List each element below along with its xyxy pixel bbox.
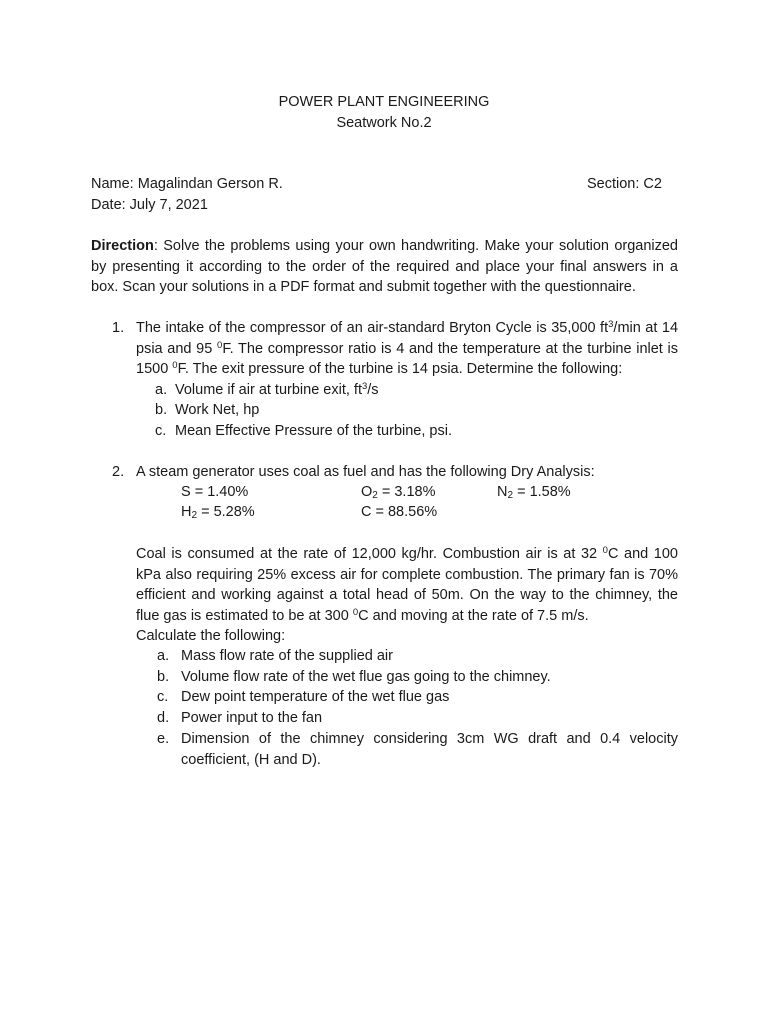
document-subtitle: Seatwork No.2 <box>336 115 432 131</box>
problem-2-calc-label: Calculate the following: <box>136 628 286 644</box>
problem-2-item-text: Volume flow rate of the wet flue gas going to the chimney. <box>181 669 551 685</box>
student-name: Name: Magalindan Gerson R. <box>91 176 283 192</box>
analysis-hydrogen: $H_2 = 5.28\%$ <box>181 504 255 521</box>
problem-1-number: 1. <box>112 320 125 336</box>
problem-2-number: 2. <box>112 464 125 480</box>
analysis-oxygen: $O_2 = 3.18\%$ <box>361 484 436 501</box>
problem-1-item-letter: b. <box>155 402 168 418</box>
problem-2-item-letter: c. <box>157 689 169 705</box>
direction-label: Direction <box>91 238 154 254</box>
analysis-sulfur: S = 1.40% <box>181 484 249 500</box>
student-section: Section: C2 <box>587 176 662 192</box>
problem-2-item-letter: b. <box>157 669 170 685</box>
analysis-nitrogen: $N_2 = 1.58\%$ <box>497 484 571 501</box>
analysis-carbon: C = 88.56% <box>361 504 438 520</box>
problem-2-intro: A steam generator uses coal as fuel and has the following Dry Analysis: <box>136 464 595 480</box>
direction-paragraph <box>91 236 678 298</box>
document-date: Date: July 7, 2021 <box>91 197 208 213</box>
problem-1-item-letter: c. <box>155 423 167 439</box>
problem-1-text: The intake of the compressor of an air-standard Bryton Cycle is 35,000 $ft^3/\min$ at 14 psia and 95 $^0$F. The compressor ratio is 4 and the temperature at the turbine inlet is 1500 $^0$F. The exit pressure of the turbine is 14 psia. Determine the following: <box>136 319 679 377</box>
problem-1-item-text: Volume if air at turbine exit, $ft^3/s$ <box>175 381 379 398</box>
problem-1-item-text: Mean Effective Pressure of the turbine, psi. <box>175 423 452 439</box>
problem-1-item-letter: a. <box>155 382 168 398</box>
problem-2-item-letter: a. <box>157 648 170 664</box>
problem-2-item-text: Power input to the fan <box>181 710 323 726</box>
problem-2-item-letter: d. <box>157 710 170 726</box>
direction-text: : Solve the problems using your own handwriting. Make your solution organized by presenting it according to the order of the required and place your final answers in a box. Scan your solutions in a PDF format and submit together with the questionnaire. <box>91 238 678 295</box>
document-title: POWER PLANT ENGINEERING <box>278 94 490 110</box>
problem-1-item-text: Work Net, hp <box>175 402 260 418</box>
problem-2-paragraph: Coal is consumed at the rate of 12,000 kg/hr. Combustion air is at 32 $^0$C and 100 kPa also requiring 25% excess air for complete combustion. The primary fan is 70% efficient and working against a total head of 50m. On the way to the chimney, the flue gas is estimated to be at 300 $^0$C and moving at the rate of 7.5 m/s. <box>136 545 678 624</box>
problem-2-item-text: Mass flow rate of the supplied air <box>181 648 393 664</box>
problem-2-item-text: Dew point temperature of the wet flue gas <box>181 689 450 705</box>
problem-2-item-text: Dimension of the chimney considering 3cm WG draft and 0.4 velocity coefficient, (H and D). <box>181 731 678 768</box>
problem-2-item-letter: e. <box>157 731 170 747</box>
